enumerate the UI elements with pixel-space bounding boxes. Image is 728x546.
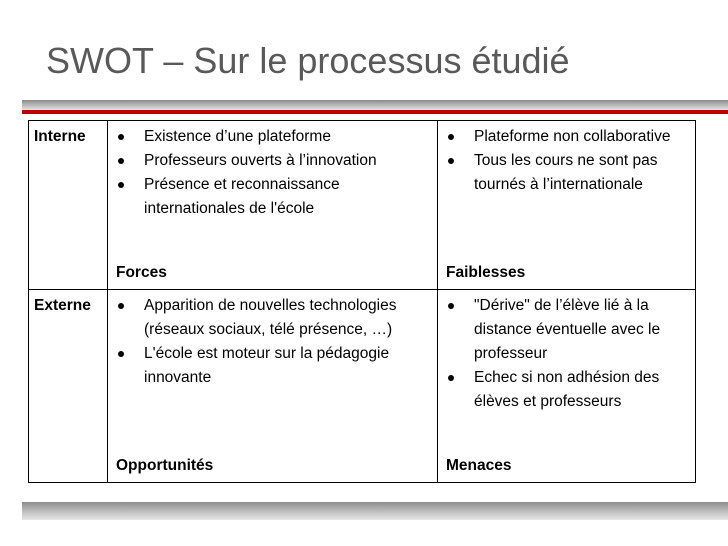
strengths-cell <box>108 121 438 290</box>
list-item <box>112 149 433 173</box>
opportunities-label: Opportunités <box>116 457 214 474</box>
list-item <box>442 366 691 414</box>
list-item-text: Tous les cours ne sont pas tournés à l’internationale <box>474 152 658 193</box>
swot-row-external <box>29 290 696 483</box>
title-accent-line <box>22 110 728 114</box>
row-header-external: Externe <box>29 290 108 483</box>
list-item-text: L'école est moteur sur la pédagogie innovante <box>144 345 390 386</box>
list-item <box>112 173 433 221</box>
strengths-list <box>112 125 433 221</box>
opportunities-list <box>112 294 433 390</box>
list-item-text: "Dérive" de l’élève lié à la distance éventuelle avec le professeur <box>474 297 661 362</box>
list-item <box>442 125 691 149</box>
bullet-icon <box>118 351 124 357</box>
threats-list <box>442 294 691 414</box>
title-divider-bar <box>22 100 728 110</box>
footer-bar <box>22 502 728 520</box>
weaknesses-list <box>442 125 691 197</box>
bullet-icon <box>118 303 124 309</box>
bullet-icon <box>448 375 454 381</box>
list-item-text: Existence d’une plateforme <box>144 128 331 145</box>
list-item-text: Présence et reconnaissance internationales de l'école <box>144 176 340 217</box>
list-item <box>112 342 433 390</box>
row-header-internal: Interne <box>29 121 108 290</box>
list-item-text: Apparition de nouvelles technologies (réseaux sociaux, télé présence, …) <box>144 297 397 338</box>
list-item <box>442 149 691 197</box>
bullet-icon <box>118 158 124 164</box>
bullet-icon <box>118 134 124 140</box>
list-item <box>442 294 691 366</box>
weaknesses-cell <box>438 121 696 290</box>
slide-title: SWOT – Sur le processus étudié <box>46 40 570 81</box>
list-item <box>112 294 433 342</box>
swot-table <box>28 120 696 483</box>
strengths-label: Forces <box>116 264 167 281</box>
bullet-icon <box>448 134 454 140</box>
list-item <box>112 125 433 149</box>
list-item-text: Echec si non adhésion des élèves et professeurs <box>474 369 660 410</box>
weaknesses-label: Faiblesses <box>446 264 526 281</box>
bullet-icon <box>448 303 454 309</box>
threats-label: Menaces <box>446 457 512 474</box>
bullet-icon <box>118 182 124 188</box>
swot-row-internal <box>29 121 696 290</box>
threats-cell <box>438 290 696 483</box>
list-item-text: Plateforme non collaborative <box>474 128 671 145</box>
bullet-icon <box>448 158 454 164</box>
list-item-text: Professeurs ouverts à l’innovation <box>144 152 377 169</box>
opportunities-cell <box>108 290 438 483</box>
